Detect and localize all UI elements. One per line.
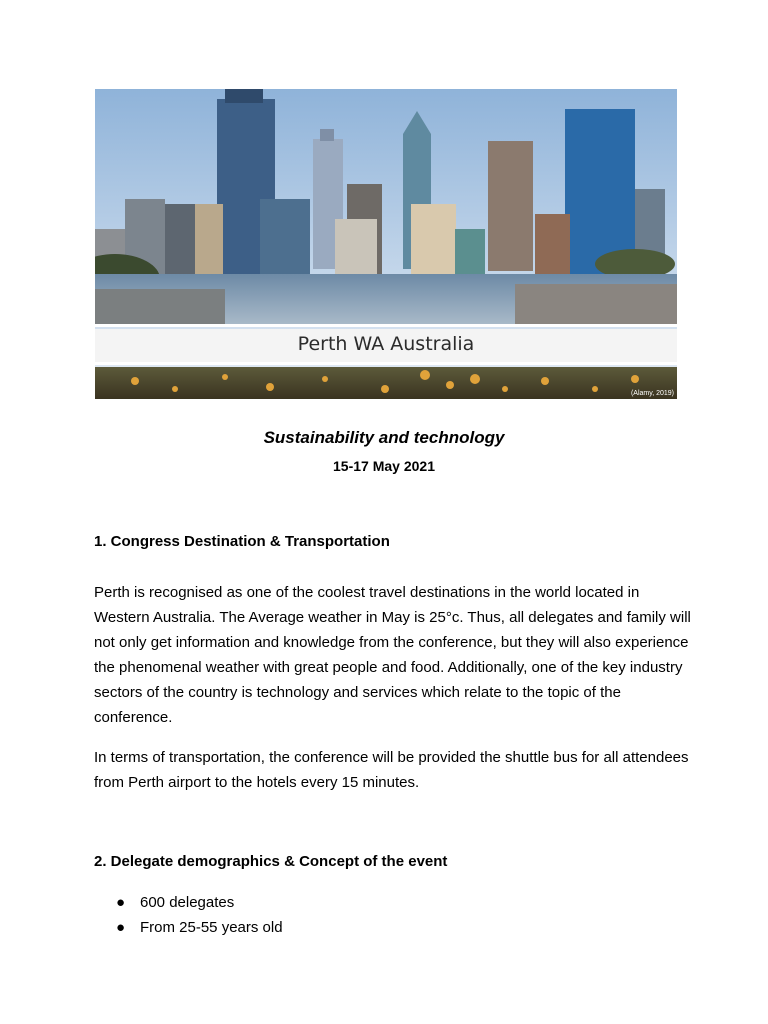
hero-image — [95, 89, 677, 399]
paragraph-transportation: In terms of transportation, the conference will be provided the shuttle bus for all attendees from Perth airport to the hotels every 15 minutes. — [94, 749, 689, 791]
bullet-icon: ● — [116, 894, 126, 911]
banner-caption: Perth WA Australia — [297, 333, 475, 355]
list-item-text: 600 delegates — [140, 894, 235, 911]
paragraph-destination: Perth is recognised as one of the coolest travel destinations in the world located in Western Australia. The Average weather in May is 25°c. Thus, all delegates and family will not only get information and knowledge from the conference, but they will also experience the phenomenal weather with great people and food. Additionally, one of the key industry sectors of the country is technology and services which relate to the topic of the conference. — [94, 584, 691, 726]
bullet-icon: ● — [116, 919, 126, 936]
list-item-text: From 25-55 years old — [140, 919, 283, 936]
document-title: Sustainability and technology — [263, 428, 505, 447]
demographics-list — [116, 890, 283, 940]
section-heading-destination: 1. Congress Destination & Transportation — [94, 533, 390, 550]
event-dates: 15-17 May 2021 — [333, 458, 435, 474]
image-credit: (Alamy, 2019) — [630, 390, 674, 397]
list-item — [116, 915, 283, 940]
section-heading-demographics: 2. Delegate demographics & Concept of the event — [94, 853, 448, 870]
list-item — [116, 890, 283, 915]
